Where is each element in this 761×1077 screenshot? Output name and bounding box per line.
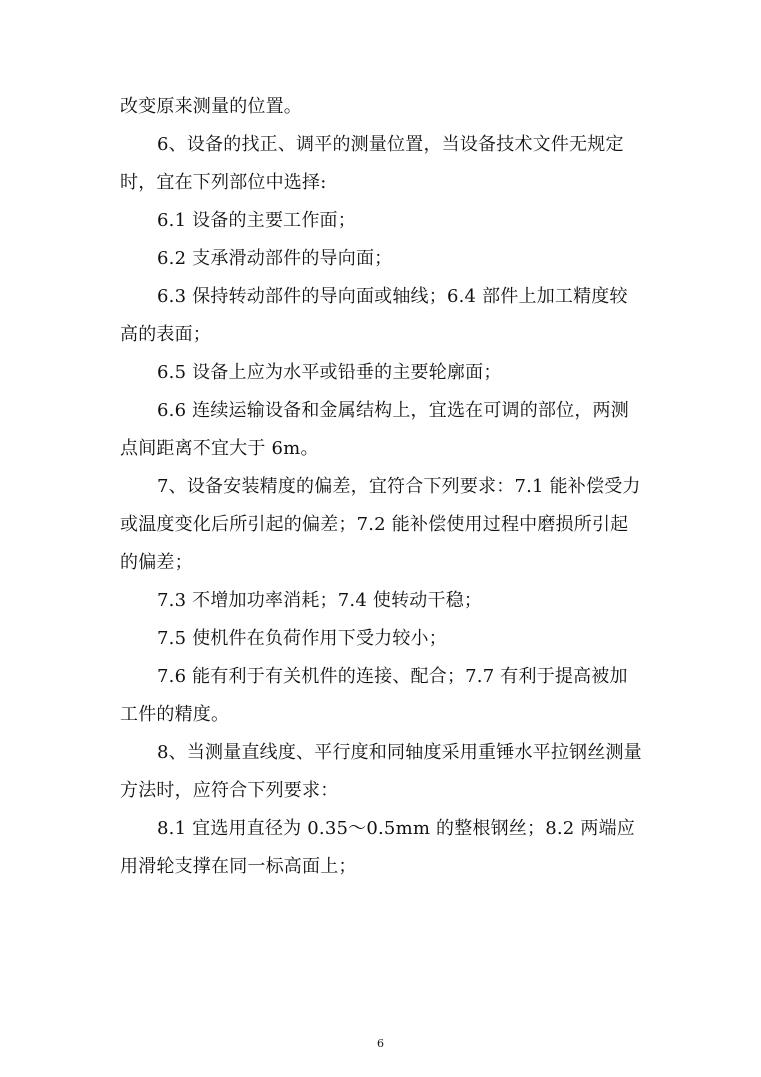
paragraph: 8.1 宜选用直径为 0.35～0.5mm 的整根钢丝；8.2 两端应用滑轮支撑在同一标高面上； <box>120 818 635 877</box>
paragraph: 7.5 使机件在负荷作用下受力较小； <box>157 628 447 649</box>
paragraph: 6.3 保持转动部件的导向面或轴线；6.4 部件上加工精度较高的表面； <box>120 286 628 345</box>
page-number: 6 <box>377 1037 384 1050</box>
paragraph: 6.5 设备上应为水平或铅垂的主要轮廓面； <box>157 362 502 383</box>
paragraph: 7.6 能有利于有关机件的连接、配合；7.7 有利于提高被加工件的精度。 <box>120 666 628 725</box>
paragraph: 6.6 连续运输设备和金属结构上，宜选在可调的部位，两测点间距离不宜大于 6m。 <box>120 400 629 459</box>
paragraph: 7.3 不增加功率消耗；7.4 使转动干稳； <box>157 590 483 611</box>
paragraph: 改变原来测量的位置。 <box>120 96 302 117</box>
paragraph: 6、设备的找正、调平的测量位置，当设备技术文件无规定时，宜在下列部位中选择: <box>120 134 624 193</box>
document-body <box>120 88 645 886</box>
paragraph: 8、当测量直线度、平行度和同轴度采用重锤水平拉钢丝测量方法时，应符合下列要求： <box>120 742 642 801</box>
paragraph: 6.2 支承滑动部件的导向面； <box>157 248 393 269</box>
paragraph: 7、设备安装精度的偏差，宜符合下列要求：7.1 能补偿受力或温度变化后所引起的偏差；7.2 能补偿使用过程中磨损所引起的偏差； <box>120 476 641 573</box>
paragraph: 6.1 设备的主要工作面； <box>157 210 356 231</box>
